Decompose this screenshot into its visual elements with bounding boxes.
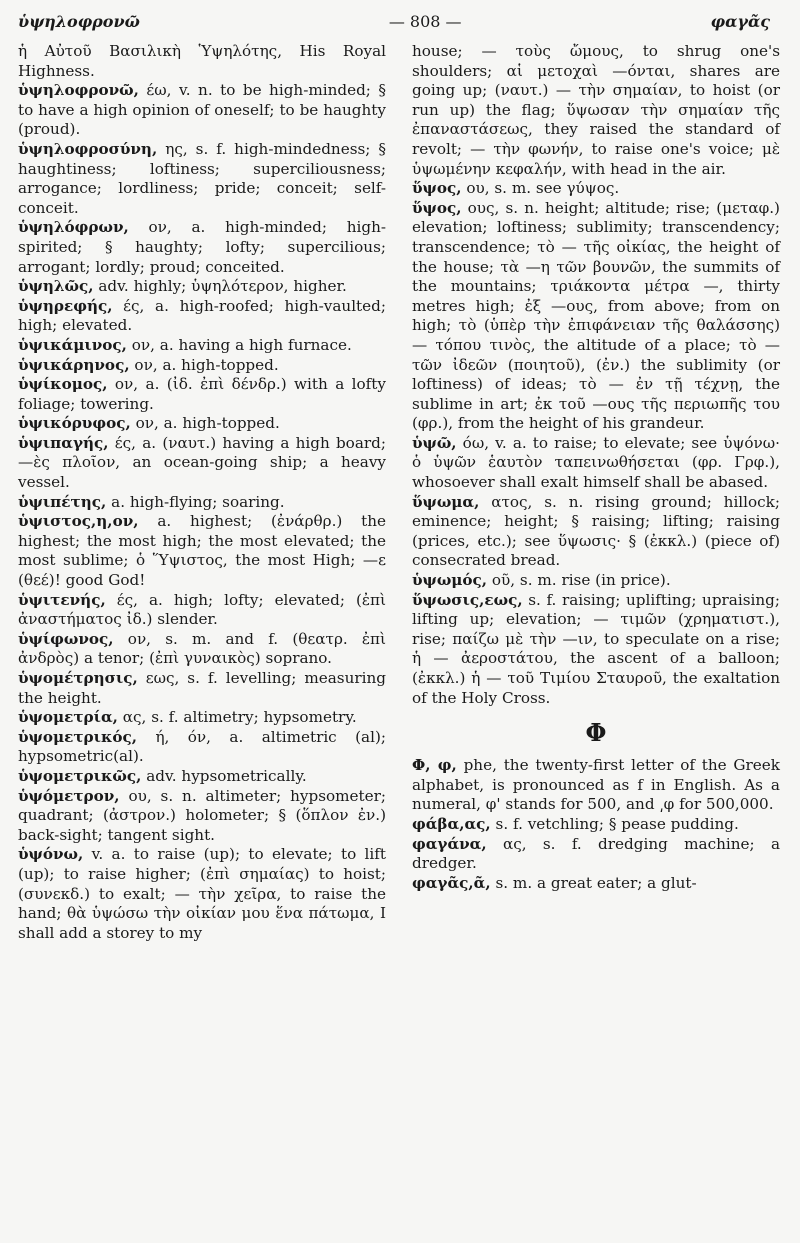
- entry-headword: ὑψιστος,η,ον,: [18, 512, 139, 531]
- dictionary-entry: [18, 591, 386, 630]
- page-number: — 808 —: [388, 12, 462, 31]
- entry-definition: adv. highly; ὑψηλότερον, higher.: [93, 277, 347, 296]
- dictionary-entry: [18, 787, 386, 846]
- dictionary-entry: [18, 630, 386, 669]
- entry-headword: φαγᾶς,ᾶ,: [412, 873, 491, 892]
- dictionary-entry: [18, 512, 386, 590]
- entry-definition: ον, a. having a high furnace.: [126, 335, 352, 354]
- dictionary-entry: [18, 434, 386, 493]
- entry-headword: ὑψομετρικῶς,: [18, 766, 142, 785]
- entry-definition: ης, s. f. high-mindedness; § haughtiness; loftiness; superciliousness; arrogance; lordliness; pride; conceit; self-conceit.: [18, 139, 386, 217]
- entry-headword: ὕψος,: [412, 198, 462, 217]
- entry-headword: φαγάνα,: [412, 834, 487, 853]
- entry-definition: s. m. a great eater; a glut-: [490, 873, 697, 892]
- entry-definition: ἡ Αὐτοῦ Βασιλικὴ Ὑψηλότης, His Royal Highness.: [18, 42, 386, 80]
- entry-headword: ὑψομετρικός,: [18, 727, 138, 746]
- right-column: [412, 42, 780, 893]
- entry-definition: ατος, s. n. rising ground; hillock; eminence; height; § raising; lifting; raising (prices, etc.); see ὕψωσις· § (ἐκκλ.) (piece of) consecrated bread.: [412, 492, 780, 570]
- dictionary-entry: [412, 835, 780, 874]
- entry-headword: ὑψίκομος,: [18, 375, 108, 394]
- entry-headword: φάβα,ας,: [412, 814, 491, 833]
- header-right-word: φαγᾶς: [710, 12, 770, 31]
- entry-definition: s. f. vetchling; § pease pudding.: [490, 814, 739, 833]
- entry-definition: ας, s. f. altimetry; hypsometry.: [117, 708, 357, 727]
- dictionary-entry: [18, 81, 386, 140]
- dictionary-entry: [412, 874, 780, 894]
- entry-definition: s. f. raising; uplifting; upraising; lifting up; elevation; — τιμῶν (χρηματιστ.), rise; παίζω μὲ τὴν —ιν, to speculate on a rise; ἡ — ἀεροστάτου, the ascent of a balloon; (ἐκκλ.) ἡ — τοῦ Τιμίου Σταυροῦ, the exaltation of the Holy Cross.: [412, 590, 780, 707]
- entry-headword: ὑψηλῶς,: [18, 277, 94, 296]
- dictionary-entry: [412, 179, 780, 199]
- dictionary-entry: [18, 356, 386, 376]
- entry-headword: ὑψόνω,: [18, 845, 84, 864]
- entry-definition: ους, s. n. height; altitude; rise; (μεταφ.) elevation; loftiness; sublimity; transcendency; transcendence; τὸ — τῆς οἰκίας, the height of the house; τὰ —η τῶν βουνῶν, the summits of the mountains; τριάκοντα μέτρα —, thirty metres high; ἐξ —ους, from above; from on high; τὸ (ὑπὲρ τὴν ἐπιφάνειαν τῆς θαλάσσης) — τόπου τινὸς, the altitude of a place; τὸ — τῶν ἰδεῶν (ποιητοῦ), (ἐν.) the sublimity (or loftiness) of ideas; τὸ — ἐν τῇ τέχνῃ, the sublime in art; ἐκ τοῦ —ους τῆς περιωπῆς του (φρ.), from the height of his grandeur.: [412, 198, 780, 433]
- dictionary-entry: [18, 728, 386, 767]
- entry-definition: ον, a. high-topped.: [130, 414, 280, 433]
- dictionary-entry: [412, 493, 780, 571]
- entry-definition: ου, s. m. see γύψος.: [461, 179, 620, 198]
- entry-definition: ές, a. high-roofed; high-vaulted; high; elevated.: [18, 296, 386, 335]
- entry-headword: ὕψωσις,εως,: [412, 590, 523, 609]
- entry-headword: ὑψικόρυφος,: [18, 414, 131, 433]
- dictionary-entry: [412, 815, 780, 835]
- entry-headword: ὑψίφωνος,: [18, 629, 114, 648]
- entry-headword: ὑψιτενής,: [18, 590, 106, 609]
- dictionary-entry: [412, 756, 780, 815]
- dictionary-entry: [18, 336, 386, 356]
- entry-definition: όω, v. a. to raise; to elevate; see ὑψόνω· ὁ ὑψῶν ἑαυτὸν ταπεινωθήσεται (φρ. Γρφ.), whosoever shall exalt himself shall be abased.: [412, 433, 780, 492]
- entry-headword: ὑψηλοφροσύνη,: [18, 139, 158, 158]
- entry-headword: ὑψῶ,: [412, 433, 457, 452]
- entry-definition: ου, s. n. altimeter; hypsometer; quadrant; (ἀστρον.) holometer; § (ὅπλον ἐν.) back-sight; tangent sight.: [18, 786, 386, 844]
- entry-definition: ας, s. f. dredging machine; a dredger.: [412, 834, 780, 873]
- header-left-word: ὑψηλοφρονῶ: [18, 12, 140, 31]
- entry-headword: ὑψιπαγής,: [18, 433, 109, 452]
- entry-headword: ὕψος,: [412, 179, 462, 198]
- dictionary-entry: [18, 140, 386, 218]
- entry-definition: ον, a. (ἰδ. ἐπὶ δένδρ.) with a lofty foliage; towering.: [18, 375, 386, 413]
- entry-definition: a. highest; (ἐνάρθρ.) the highest; the most high; the most elevated; the most sublime; ὁ Ὕψιστος, the most High; —ε (θεέ)! good God!: [18, 512, 386, 590]
- dictionary-entry: [18, 218, 386, 277]
- entry-definition: v. a. to raise (up); to elevate; to lift (up); to raise higher; (ἐπὶ σημαίας) to hoist; (συνεκδ.) to exalt; — τὴν χεῖρα, to raise the hand; θὰ ὑψώσω τὴν οἰκίαν μου ἕνα πάτωμα, I shall add a storey to my: [18, 845, 386, 942]
- dictionary-entry: [18, 669, 386, 708]
- entry-headword: ὕψωμα,: [412, 492, 480, 511]
- dictionary-entry: [412, 42, 780, 179]
- entry-definition: adv. hypsometrically.: [141, 766, 307, 785]
- entry-headword: ὑψηλόφρων,: [18, 218, 129, 237]
- page-header: [18, 12, 770, 36]
- entry-definition: ές, a. (ναυτ.) having a high board; —ὲς πλοῖον, an ocean-going ship; a heavy vessel.: [18, 433, 386, 492]
- dictionary-entry: [412, 571, 780, 591]
- entry-definition: οῦ, s. m. rise (in price).: [487, 571, 671, 590]
- entry-headword: ὑψηλοφρονῶ,: [18, 81, 139, 100]
- dictionary-entry: [18, 493, 386, 513]
- entry-definition: εως, s. f. levelling; measuring the height.: [18, 669, 386, 707]
- dictionary-entry: [18, 277, 386, 297]
- dictionary-entry: [18, 767, 386, 787]
- entry-headword: ὑψομετρία,: [18, 708, 118, 727]
- dictionary-entry: [18, 845, 386, 943]
- entry-definition: house; — τοὺς ὤμους, to shrug one's shoulders; αἱ μετοχαὶ —όνται, shares are going up; (ναυτ.) — τὴν σημαίαν, to hoist (or run up) the flag; ὕψωσαν τὴν σημαίαν τῆς ἐπαναστάσεως, they raised the standard of revolt; — τὴν φωνήν, to raise one's voice; μὲ ὑψωμένην κεφαλήν, with head in the air.: [412, 42, 780, 178]
- dictionary-entry: [18, 708, 386, 728]
- entry-definition: ή, όν, a. altimetric (al); hypsometric(al).: [18, 727, 386, 766]
- entry-definition: ον, s. m. and f. (θεατρ. ἐπὶ ἀνδρὸς) a tenor; (ἐπὶ γυναικὸς) soprano.: [18, 629, 386, 668]
- entry-definition: ον, a. high-minded; high-spirited; § haughty; lofty; supercilious; arrogant; lordly; proud; conceited.: [18, 218, 386, 276]
- dictionary-entry: [412, 591, 780, 709]
- entry-headword: ὑψικάρηνος,: [18, 355, 130, 374]
- section-letter: Φ: [585, 718, 607, 748]
- entry-headword: ὑψιπέτης,: [18, 492, 107, 511]
- entry-definition: phe, the twenty-first letter of the Greek alphabet, is pronounced as f in English. As a numeral, φ' stands for 500, and ͵φ for 500,000.: [412, 756, 780, 814]
- entry-headword: ὑψηρεφής,: [18, 296, 113, 315]
- dictionary-entry: [412, 199, 780, 434]
- entry-headword: ὑψικάμινος,: [18, 335, 127, 354]
- dictionary-entry: [18, 42, 386, 81]
- entry-headword: ὑψωμός,: [412, 571, 488, 590]
- left-column: [18, 42, 386, 943]
- entry-headword: ὑψόμετρον,: [18, 786, 120, 805]
- entry-definition: ές, a. high; lofty; elevated; (ἐπὶ ἀναστήματος ἰδ.) slender.: [18, 590, 386, 629]
- dictionary-entry: [18, 297, 386, 336]
- dictionary-entry: [18, 414, 386, 434]
- dictionary-entry: [18, 375, 386, 414]
- entry-definition: έω, v. n. to be high-minded; § to have a high opinion of oneself; to be haughty (proud).: [18, 81, 386, 139]
- entry-headword: ὑψομέτρησις,: [18, 669, 138, 687]
- entry-definition: ον, a. high-topped.: [129, 355, 279, 374]
- entry-headword: Φ, φ,: [412, 756, 457, 775]
- entry-definition: a. high-flying; soaring.: [106, 492, 285, 511]
- dictionary-entry: [412, 434, 780, 493]
